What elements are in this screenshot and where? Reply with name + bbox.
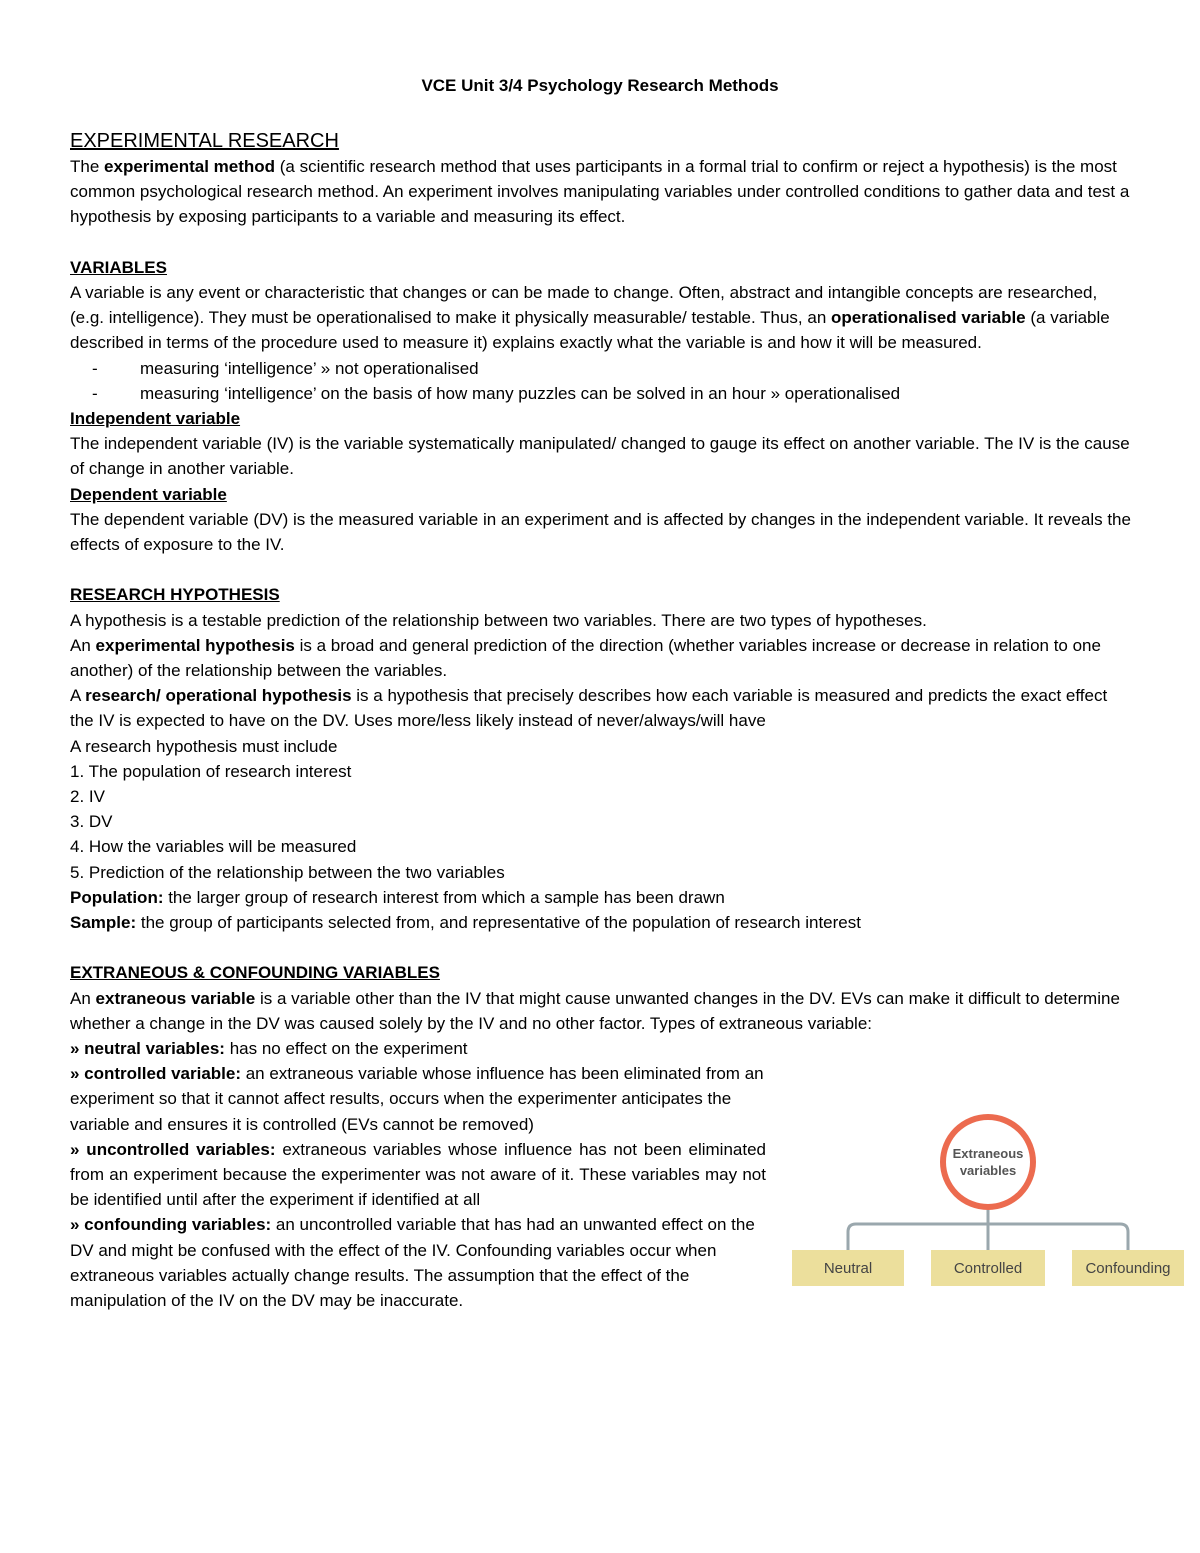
diagram-box-label: Neutral <box>823 1259 873 1277</box>
experimental-paragraph: The experimental method (a scientific research method that uses participants in a formal trial to confirm or reject a hypothesis) is the most common psychological research method. An experiment involves manipulating variables under controlled conditions to gather data and test a hypothesis by exposing participants to a variable and measuring its effect. <box>70 157 1130 227</box>
list-item: 5. Prediction of the relationship between the two variables <box>70 862 505 882</box>
section-heading-experimental: EXPERIMENTAL RESEARCH <box>70 130 339 152</box>
list-item: - measuring ‘intelligence’ on the basis of how many puzzles can be solved in an hour » operationalised <box>70 381 1135 406</box>
experimental-hypothesis-paragraph: An experimental hypothesis is a broad and general prediction of the direction (whether variables increase or decrease in relation to one another) of the relationship between the variables. <box>70 635 1101 681</box>
extraneous-types <box>70 1036 766 1313</box>
subheading-independent-variable: Independent variable <box>70 409 241 429</box>
section-heading-variables: VARIABLES <box>70 257 167 277</box>
list-item: 1. The population of research interest <box>70 761 352 781</box>
diagram-box-label: Confounding <box>1085 1259 1171 1277</box>
diagram-center-label: Extraneous variables <box>952 1146 1024 1178</box>
diagram-center-node <box>940 1114 1036 1210</box>
sample-definition: Sample: the group of participants selected from, and representative of the population of research interest <box>70 913 861 933</box>
list-item: - measuring ‘intelligence’ » not operationalised <box>70 356 1135 381</box>
section-heading-hypothesis: RESEARCH HYPOTHESIS <box>70 585 280 605</box>
controlled-definition: » controlled variable: an extraneous variable whose influence has been eliminated from an experiment so that it cannot affect results, occurs when the experimenter anticipates the variable and ensures it is controlled (EVs cannot be removed) <box>70 1064 764 1134</box>
diagram-box-controlled <box>931 1250 1045 1286</box>
confounding-definition: » confounding variables: an uncontrolled variable that has had an unwanted effect on the DV and might be confused with the effect of the IV. Confounding variables occur when extraneous variables actually change results. The assumption that the effect of the manipulation of the IV on the DV may be inaccurate. <box>70 1215 755 1311</box>
variables-paragraph: A variable is any event or characteristic that changes or can be made to change. Often, abstract and intangible concepts are researched, (e.g. intelligence). They must be operationalised to make it physically measurable/ testable. Thus, an operationalised variable (a variable described in terms of the procedure used to measure it) explains exactly what the variable is and how it will be measured. <box>70 283 1110 353</box>
list-item: 4. How the variables will be measured <box>70 837 357 857</box>
document-title: VCE Unit 3/4 Psychology Research Methods <box>421 76 779 95</box>
diagram-box-label: Controlled <box>953 1259 1023 1277</box>
extraneous-paragraph: An extraneous variable is a variable other than the IV that might cause unwanted changes in the DV. EVs can make it difficult to determine whether a change in the DV was caused solely by the IV and no other factor. Types of extraneous variable: <box>70 988 1120 1033</box>
research-hypothesis-paragraph: A research/ operational hypothesis is a hypothesis that precisely describes how each variable is measured and predicts the exact effect the IV is expected to have on the DV. Uses more/less likely instead of never/always/will have <box>70 686 1108 731</box>
extraneous-variables-diagram <box>790 1110 1186 1290</box>
list-item: 2. IV <box>70 787 105 807</box>
dv-paragraph: The dependent variable (DV) is the measured variable in an experiment and is affected by changes in the independent variable. It reveals the effects of exposure to the IV. <box>70 509 1131 555</box>
uncontrolled-definition: » uncontrolled variables: extraneous variables whose influence has not been eliminated from an experiment because the experimenter was not aware of it. These variables may not be identified until after the experiment if identified at all <box>70 1139 766 1210</box>
hypothesis-paragraph: A hypothesis is a testable prediction of the relationship between two variables. There are two types of hypotheses. <box>70 610 927 630</box>
diagram-box-confounding <box>1072 1250 1184 1286</box>
population-definition: Population: the larger group of research interest from which a sample has been drawn <box>70 887 725 907</box>
diagram-box-neutral <box>792 1250 904 1286</box>
neutral-definition: » neutral variables: has no effect on the experiment <box>70 1039 468 1059</box>
subheading-dependent-variable: Dependent variable <box>70 484 227 504</box>
list-item: 3. DV <box>70 812 113 832</box>
iv-paragraph: The independent variable (IV) is the variable systematically manipulated/ changed to gauge its effect on another variable. The IV is the cause of change in another variable. <box>70 434 1130 479</box>
section-heading-extraneous: EXTRANEOUS & CONFOUNDING VARIABLES <box>70 963 440 983</box>
hypothesis-include-intro: A research hypothesis must include <box>70 736 338 756</box>
